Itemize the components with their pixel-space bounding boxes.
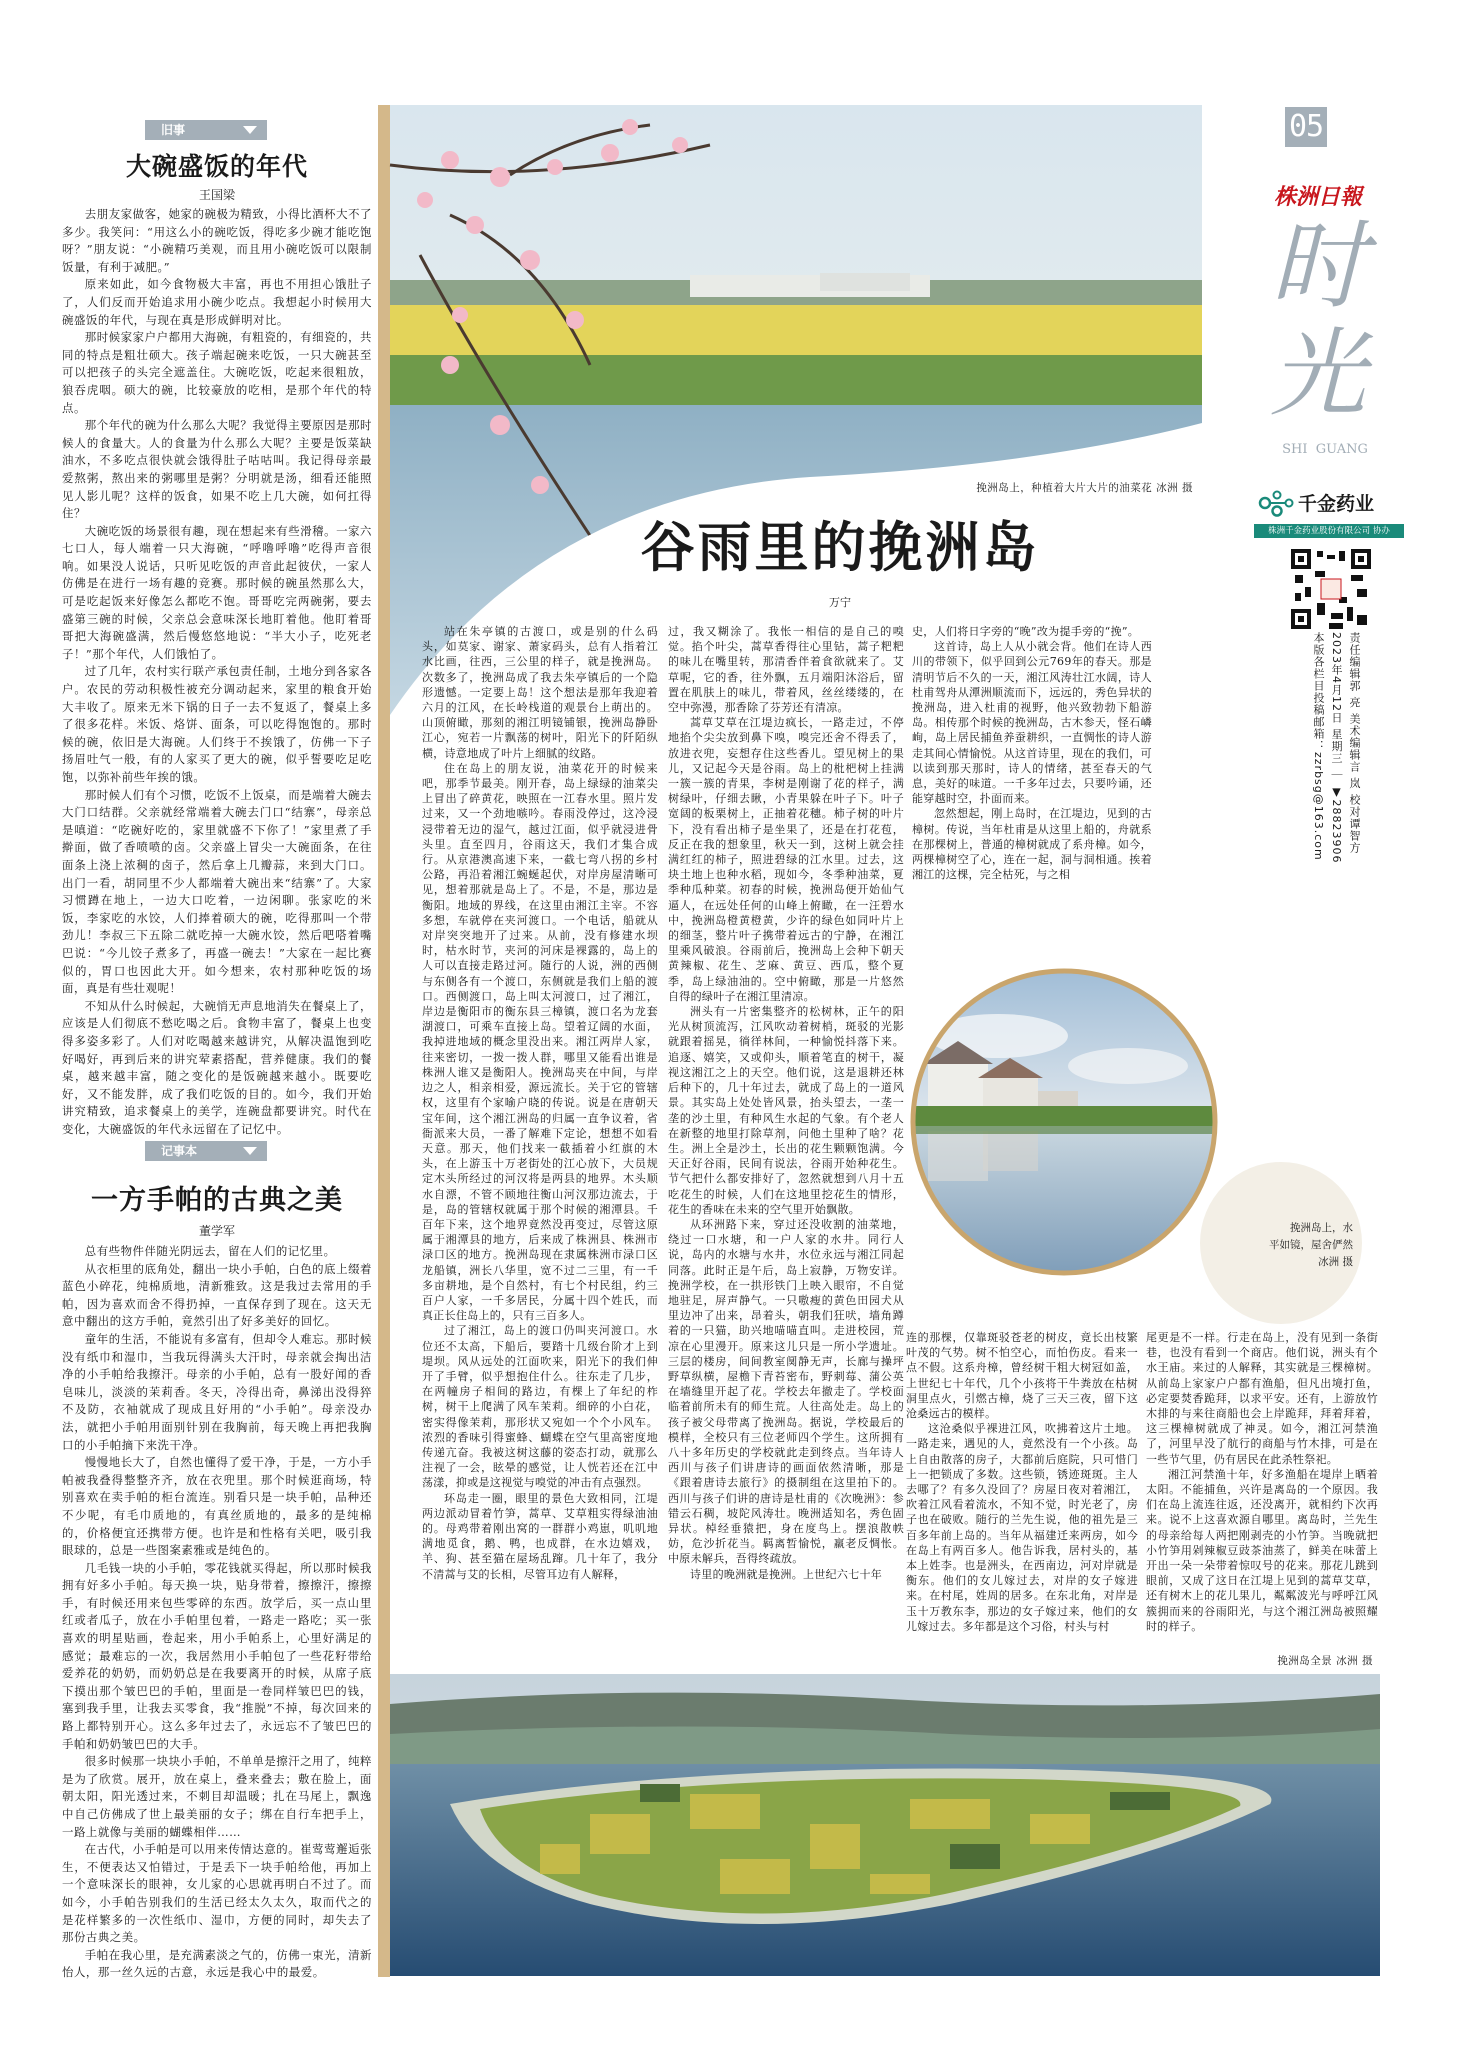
article-body xyxy=(62,206,372,1136)
paragraph: 慢慢地长大了，自然也懂得了爱干净，于是，一方小手帕被我叠得整整齐齐，放在衣兜里。那个时候逛商场，特别喜欢在卖手帕的柜台流连。别看只是一块手帕，品种还不少呢，有毛巾质地的，有真丝质地的，最多的是纯棉的，价格便宜还携带方便。也许是和性格有关吧，吸引我眼球的，总是一些图案素雅或是纯色的。 xyxy=(62,1455,372,1558)
article-author: 王国梁 xyxy=(198,188,235,202)
feature-column-2 xyxy=(668,624,904,1668)
caption-line: 平如镜，屋舍俨然 xyxy=(1269,1239,1353,1251)
paragraph: 大碗吃饭的场景很有趣，现在想起来有些滑稽。一家六七口人，每人端着一只大海碗，“呼噜呼噜”吃得声音很响。如果没人说话，只听见吃饭的声音此起彼伏，一家人仿佛是在进行一场有趣的竞赛。那时候的碗虽然那么大，可是吃起饭来好像怎么都吃不饱。哥哥吃完两碗粥，要去盛第三碗的时候，父亲总会意味深长地盯着他。他盯着哥哥把大海碗盛满，然后慢悠悠地说：“半大小子，吃死老子！”那个年代，人们饿怕了。 xyxy=(62,523,372,661)
issue-date: 2023年4月12日 星期三 ｜ ▼28823906 xyxy=(1330,632,1343,864)
circle-photo-caption xyxy=(1225,1220,1353,1271)
feature-author: 万宁 xyxy=(829,596,851,609)
paragraph: 住在岛上的朋友说，油菜花开的时候来吧，那季节最美。刚开春，岛上绿绿的油菜尖上冒出了碎黄花，映照在一江春水里。照片发过来，又一个劲地嗾吟。春雨没停过，这冷浸浸带着无边的湿气，越过江面，似乎就浸进骨头里。直至四月，谷雨这天，我们才集合成行。从京港澳高速下来，一截七弯八拐的乡村公路，再沿着湘江蜿蜒起伏，对岸房屋清晰可见，想着那就是岛上了。不是，不是，那边是衡阳。地域的界线，在这里由湘江主宰。不容多想，车就停在夹河渡口。一个电话，船就从对岸突突地开了过来。从前，没有修建水坝时，枯水时节，夹河的河床是裸露的，岛上的人可以直接走路过河。随行的人说，洲的西侧与东侧各有一个渡口，东侧就是我们上船的渡口。西侧渡口，岛上叫太河渡口，过了湘江，岸边是衡阳市的衡东县三樟镇，渡口名为龙套湖渡口，可乘车直接上岛。望着辽阔的水面，我掉进地域的概念里没出来。湘江两岸人家，往来密切，一拨一拨人群，哪里又能看出谁是株洲人谁又是衡阳人。挽洲岛夹在中间，与岸边之人，相亲相爱，源远流长。关于它的管辖权，这里有个家喻户晓的传说。说是在唐朝天宝年间，这个湘江洲岛的归属一直争议着，省衙派来大员，一番了解难下定论，想想不如看天意。那天，他们找来一截插着小红旗的木头，在上游玉十万老街处的江心放下，大员规定木头所经过的河汉将是两县的地界。木头顺水自漂，不管不顾地往衡山河汉那边流去，于是，岛的管辖权就属于那个时候的湘潭县。千百年下来，这个地界竟然没再变过，尽管这原属于湘潭县的地方，后来成了株洲县、株洲市渌口区的地方。挽洲岛现在隶属株洲市渌口区龙船镇，洲长八华里，宽不过二三里，有一千多亩耕地，是个自然村，有七个村民组，约三百户人家，一千多居民，分属十四个姓氏，而真正长住岛上的，只有三百多人。 xyxy=(422,761,658,1323)
paragraph: 湘江河禁渔十年，好多渔船在堤岸上晒着太阳。不能捕鱼，兴许是离岛的一个原因。我们在岛上流连往返，还没离开，就相约下次再来。说不上这喜欢源自哪里。离岛时，兰先生的母亲给每人两把刚剥壳的小竹笋。当晚就把小竹笋用剁辣椒豆豉茶油蒸了，鲜美在味蕾上开出一朵一朵带着惊叹号的花来。那花儿跳到眼前，又成了这日在江堤上见到的蒿草艾草，还有树木上的花儿果儿，粼粼波光与呼呼江风簇拥而来的谷雨阳光，与这个湘江洲岛被照耀时的样子。 xyxy=(1146,1467,1378,1633)
feature-column-3-lower xyxy=(906,1330,1138,1658)
page-number: 05 xyxy=(1285,107,1327,147)
paragraph: 总有些物件伴随光阴远去，留在人们的记忆里。 xyxy=(84,1244,336,1258)
column-tag-label: 记事本 xyxy=(161,1144,198,1158)
feature-title: 谷雨里的挽洲岛 xyxy=(640,516,1040,579)
caption-line: 挽洲岛上，水 xyxy=(1290,1222,1353,1234)
paragraph: 这沧桑似乎裸进江风，吹拂着这片土地。一路走来，遇见的人，竟然没有一个小孩。岛上自由散落的房子，大都前后庭院，只可惜门上一把锁成了多数。这些锁，锈迹斑斑。主人去哪了？有多久没回了？房屋日夜对着湘江，吹着江风看着流水，不知不觉，时光老了，房子也在破败。随行的兰先生说，他的祖先是三百多年前上岛的。当年从福建迁来两房，如今在岛上有两百多人。他告诉我，居村头的，基本上姓李。也是洲头，在西南边，河对岸就是衡东。他们的女儿嫁过去，对岸的女子嫁进来。在村尾，姓周的居多。在东北角，对岸是玉十万教东李，那边的女子嫁过来，他们的女儿嫁过去。多年都是这个习俗，村头与村 xyxy=(906,1422,1138,1633)
sponsor-name: 千金药业 xyxy=(1298,493,1375,515)
paragraph: 站在朱亭镇的古渡口，或是别的什么码头，如莫家、谢家、萧家码头，总有人指着江水比画，往西，三公里的样子，就是挽洲岛。次数多了，挽洲岛成了我去朱亭镇后的一个隐形遗憾。一定要上岛！这个想法是那年我迎着六月的江风，在长岭栈道的观景台上萌出的。山顶俯瞰，那刻的湘江明镜铺银，挽洲岛静卧江心，宛若一片飘荡的树叶，阳光下的阡陌纵横，诗意地成了叶片上细腻的纹路。 xyxy=(422,625,658,760)
paragraph: 手帕在我心里，是充满素淡之气的，仿佛一束光，清新怡人，那一丝久远的古意，永远是我心中的最爱。 xyxy=(62,1947,372,1980)
section-pinyin: SHI GUANG xyxy=(1282,442,1368,457)
paragraph: 洲头有一片密集整齐的松树林，正午的阳光从树顶流泻，江风吹动着树梢，斑驳的光影就跟着摇晃，徜徉林间，一种愉悦抖落下来。追逐、嬉笑，又或仰头，顺着笔直的树干，凝视这湘江之上的天空。他们说，这是退耕还林后种下的，几十年过去，就成了岛上的一道风景。其实岛上处处皆风景，抬头望去，一垄一垄的沙土里，有种风生水起的气象。有个老人在新整的地里打除草剂，问他土里种了啥？花生。洲上全是沙土，长出的花生颗颗饱满。今天正好谷雨，民间有说法，谷雨开始种花生。节气把什么都安排好了，忽然就想到八月十五吃花生的时候，人们在这地里挖花生的情形，花生的香味在未来的空气里开始飘散。 xyxy=(668,1005,904,1216)
paragraph: 原来如此，如今食物极大丰富，再也不用担心饿肚子了，人们反而开始追求用小碗少吃点。我想起小时候用大碗盛饭的年代，与现在真是形成鲜明对比。 xyxy=(62,277,372,327)
paragraph: 连的那棵，仅靠斑驳苍老的树皮，竟长出枝繁叶茂的气势。树不怕空心，而怕伤皮。看来一点不假。这系舟樟，曾经树干粗大树冠如盖，上世纪七十年代，几个小孩将干牛粪放在枯树洞里点火，引燃古樟，烧了三天三夜，留下这沧桑远古的模样。 xyxy=(906,1331,1138,1421)
photo-caption: 挽洲岛全景 冰洲 摄 xyxy=(1277,1655,1373,1667)
triangle-down-icon xyxy=(243,1147,257,1155)
photo-caption: 挽洲岛上，种植着大片大片的油菜花 冰洲 摄 xyxy=(976,482,1193,494)
paragraph: 这首诗，岛上人从小就会背。他们在诗人西川的带领下，似乎回到公元769年的春天。那是清明节后不久的一天，湘江风涛壮江水阔，诗人杜甫驾舟从潭洲顺流而下，远远的，秀色异状的挽洲岛，进入杜甫的视野，他兴致勃勃下船游岛。相传那个时候的挽洲岛，古木参天，怪石嶙峋，岛上居民捕鱼养蚕耕织，一直惆怅的诗人游走其间心情愉悦。从这首诗里，现在的我们，可以读到那天那时，诗人的情绪，甚至春天的气息，美好的味道。一千多年过去，只要吟诵，还能穿越时空，扑面而来。 xyxy=(912,640,1152,806)
paragraph: 尾更是不一样。行走在岛上，没有见到一条街巷，也没有看到一个商店。他们说，洲头有个水王庙。来过的人解释，其实就是三棵樟树。从前岛上家家户户都有渔船，但凡出境打鱼，必定要焚香跪拜，以求平安。还有，上游放竹木排的与来往商船也会上岸跪拜，拜着拜着，这三棵樟树就成了神灵。如今，湘江河禁渔了，河里早没了航行的商船与竹木排，可是在一些节气里，仍有居民在此杀牲祭祀。 xyxy=(1146,1331,1378,1466)
paragraph: 那时候人们有个习惯，吃饭不上饭桌，而是端着大碗去大门口结群。父亲就经常端着大碗去门口“结寨”，母亲总是嗔道：“吃碗好吃的，家里就盛不下你了！”家里煮了手擀面，做了香喷喷的卤。父亲盛上冒尖一大碗面条，在往面条上浇上浓稠的卤子，然后拿上几瓣蒜，来到大门口。出门一看，胡同里不少人都端着大碗出来“结寨”了。大家习惯蹲在地上，一边大口吃着，一边闲聊。张家吃的米饭，李家吃的水饺，人们捧着硕大的碗，吃得那叫一个带劲儿！李叔三下五除二就吃掉一大碗水饺，然后吧嗒着嘴巴说：“今儿饺子煮多了，再盛一碗去！”大家在一起比赛似的，胃口也因此大开。如今想来，农村那种吃饭的场面，真是有些壮观呢！ xyxy=(62,787,372,996)
paragraph: 过了几年，农村实行联产承包责任制，土地分到各家各户。农民的劳动积极性被充分调动起来，家里的粮食开始大丰收了。原来无米下锅的日子一去不复返了，餐桌上多了很多花样。米饭、烙饼、面条，可以吃得饱饱的。那时候的碗，依旧是大海碗。人们终于不挨饿了，仿佛一下子扬眉吐气一般，有的人家买了更大的碗，似乎誓要吃足吃饱，以弥补前些年挨的饿。 xyxy=(62,664,372,784)
section-title-calligraphy: 时光 xyxy=(1270,210,1366,430)
paragraph: 诗里的晚洲就是挽洲。上世纪六七十年 xyxy=(690,1567,883,1581)
caption-line: 冰洲 摄 xyxy=(1318,1256,1353,1268)
sponsor-banner: 株洲千金药业股份有限公司 协办 xyxy=(1254,524,1404,538)
photo-village-reflection xyxy=(908,966,1220,1278)
newspaper-logo: 株洲日報 xyxy=(1273,184,1362,210)
column-tag-label: 旧事 xyxy=(161,123,186,137)
paragraph: 史，人们将日字旁的“晚”改为提手旁的“挽”。 xyxy=(912,625,1140,638)
article-title: 大碗盛饭的年代 xyxy=(125,152,308,181)
paragraph: 那时候家家户户都用大海碗，有粗瓷的，有细瓷的，共同的特点是粗壮硕大。孩子端起碗来吃饭，一只大碗甚至可以把孩子的头完全遮盖住。大碗吃饭，吃起来很粗放，狼吞虎咽。硕大的碗，比较豪放的吃相，是那个年代的特点。 xyxy=(62,330,372,415)
photo-island-panorama xyxy=(390,1674,1380,1976)
paragraph: 蒿草艾草在江堤边疯长，一路走过，不停地掐个尖尖放到鼻下嗅，嗅完还舍不得丢了，放进衣兜，妄想存住这些香儿。望见树上的果儿，又记起今天是谷雨。岛上的枇杷树上挂满一簇一簇的青果，李树是刚谢了花的样子，满树绿叶，仔细去瞅，小青果躲在叶子下。叶子宽阔的板栗树上，正抽着花穗。柿子树的叶片下，没有看出柿子是坐果了，还是在打花苞，反正在我的想象里，秋天一到，这树上就会挂满红红的柿子，照进碧绿的江水里。过去，这块土地上也种水稻，现如今，冬季种油菜，夏季种瓜种菜。初春的时候，挽洲岛便开始仙气逼人，在远处任何的山峰上俯瞰，在一汪碧水中，挽洲岛橙黄橙黄，少许的绿色如同叶片上的细茎，整片叶子携带着远古的宁静，在湘江里乘风破浪。谷雨前后，挽洲岛上会种下朝天黄辣椒、花生、芝麻、黄豆、西瓜，整个夏季，岛上绿油油的。空中俯瞰，那是一片悠然自得的绿叶子在湘江里清凉。 xyxy=(668,716,904,1003)
paragraph: 忽然想起，刚上岛时，在江堤边，见到的古樟树。传说，当年杜甫是从这里上船的，舟就系在那棵树上，普通的樟树就成了系舟樟。如今，两棵樟树空了心，连在一起，洞与洞相通。挨着湘江的这棵，完全枯死，与之相 xyxy=(912,807,1152,882)
sponsor-logo-icon xyxy=(1258,490,1296,516)
paragraph: 从环洲路下来，穿过还没收割的油菜地，绕过一口水塘，和一户人家的水井。同行人说，岛内的水塘与水井，水位永远与湘江同起同落。此时正是午后，岛上寂静，万物安详。挽洲学校，在一拱形铁门上映入眼帘，不自觉地驻足，屏声静气。一只嗷瘦的黄色田园犬从里边冲了出来，昂着头，朝我们狂吠，墙角蹲着的一只猫，助兴地喵喵直叫。走进校园，荒凉在心里漫开。原来这儿只是一所小学遗址。三层的楼房，间间教室阒静无声，长廊与操坪野草纵横，屋檐下青苔密布，野刺莓、蒲公英在墙缝里开起了花。学校去年撤走了。学校面临着前所未有的师生荒。人往高处走。岛上的孩子被父母带离了挽洲岛。据说，学校最后的模样，全校只有三位老师四个学生。这所拥有八十多年历史的学校就此走到终点。当年诗人西川与孩子们讲唐诗的画面依然清晰，那是《跟着唐诗去旅行》的摄制组在这里拍下的。西川与孩子们讲的唐诗是杜甫的《次晚洲》：参错云石稠，坡陀风涛壮。晚洲适知名，秀色固异状。棹经垂猿把，身在度鸟上。摆浪散帙妨，危沙折花当。羁离暂愉悦，羸老反惆怅。中原未解兵，吾得终疏放。 xyxy=(668,1217,904,1566)
paragraph: 环岛走一圈，眼里的景色大致相同，江堤两边派动冒着竹笋，蒿草、艾草粗实得绿油油的。母鸡带着刚出窝的一群群小鸡崽，叽叽地满地觅食，鹅、鸭，也成群，在水边嬉戏，羊、狗、甚至猫在屋场乱蹿。几十年了，我分不清蒿与艾的长相，尽管耳边有人解释， xyxy=(422,1491,658,1581)
paragraph: 童年的生活，不能说有多富有，但却令人难忘。那时候没有纸巾和湿巾，当我玩得满头大汗时，母亲就会掏出洁净的小手帕给我擦汗。母亲的小手帕，总有一股好闻的香皂味儿，淡淡的茉莉香。冬天，冷得出奇，鼻涕出没得猝不及防，衣袖就成了现成且好用的“小手帕”。母亲没办法，就把小手帕用面别针别在我胸前，每天晚上再把我胸口的小手帕摘下来洗干净。 xyxy=(62,1331,372,1452)
triangle-down-icon xyxy=(243,126,257,134)
paragraph: 过了湘江，岛上的渡口仍叫夹河渡口。水位还不太高，下船后，要踏十几级台阶才上到堤坝。风从远处的江面吹来，阳光下的我们伸开了手臂，似乎想抱住什么。往东走了几步，在两幢房子相间的路边，有棵上了年纪的柞树，树干上爬满了风车茉莉。细碎的小白花，密实得像茉莉，那形状又宛如一个个小风车。浓烈的香味引得蜜蜂、蝴蝶在空气里高密度地传递亢奋。我被这树这藤的姿态打动，就那么注视了一会，眩晕的感觉，让人恍若还在江中荡漾，抑或是这视觉与嗅觉的冲击有点强烈。 xyxy=(422,1324,658,1490)
article-title: 一方手帕的古典之美 xyxy=(91,1185,343,1216)
paragraph: 很多时候那一块块小手帕，不单单是擦汗之用了，纯粹是为了欣赏。展开，放在桌上，叠来叠去；敷在脸上，面朝太阳，阳光透过来，不刺目却温暖；扎在马尾上，飘逸中自己仿佛成了世上最美丽的女子；绑在自行车把手上，一路上就像与美丽的蝴蝶相伴…… xyxy=(62,1754,372,1839)
paragraph: 从衣柜里的底角处，翻出一块小手帕，白色的底上缀着蓝色小碎花，纯棉质地，清新雅致。这是我过去常用的手帕，因为喜欢而舍不得扔掉，一直保存到了现在。这天无意中翻出的这方手帕，竟然引出了好多美好的回忆。 xyxy=(62,1261,372,1329)
qr-code[interactable] xyxy=(1291,549,1371,629)
paragraph: 在古代，小手帕是可以用来传情达意的。崔莺莺邂逅张生，不便表达又怕错过，于是丢下一块手帕给他，再加上一个意味深长的眼神，女儿家的心思就再明白不过了。而如今，小手帕告别我们的生活已经太久太久，取而代之的是花样繁多的一次性纸巾、湿巾，方便的同时，却失去了那份古典之美。 xyxy=(62,1842,372,1945)
decorative-frame-strip xyxy=(378,105,390,1977)
paragraph: 去朋友家做客，她家的碗极为精致，小得比酒杯大不了多少。我笑问：“用这么小的碗吃饭，得吃多少碗才能吃饱呀？”朋友说：“小碗精巧美观，而且用小碗吃饭可以限制饭量，有利于减肥。” xyxy=(62,207,372,274)
article-author: 董学军 xyxy=(198,1224,235,1238)
column-tag-jishiben xyxy=(145,1141,267,1161)
editor-credits: 责任编辑郭 亮 美术编辑言 岚 校对谭智方 xyxy=(1348,632,1361,854)
paragraph: 那个年代的碗为什么那么大呢？我觉得主要原因是那时候人的食量大。人的食量为什么那么大呢？主要是饭菜缺油水，不多吃点很快就会饿得肚子咕咕叫。我记得母亲最爱熬粥，熬出来的粥哪里是粥？分明就是汤，细看还能照见人影儿呢？这样的饭食，如果不吃上几大碗，如何扛得住？ xyxy=(62,418,372,521)
column-tag-jiushi xyxy=(145,120,267,140)
submission-email: 本版各栏目投稿邮箱：zzrbsg@163.com xyxy=(1312,632,1325,861)
paragraph: 不知从什么时候起，大碗悄无声息地消失在餐桌上了，应该是人们彻底不愁吃喝之后。食物丰富了，餐桌上也变得多姿多彩了。人们对吃喝越来越讲究，从解决温饱到吃好喝好，再到后来的讲究荤素搭配，营养健康。我们的餐桌，越来越丰富，随之变化的是饭碗越来越小。既要吃好，又不能发胖，成了我们吃饭的目的。如今，我们开始讲究精致，追求餐桌上的美学，连碗盘都要讲究。时代在变化，大碗盛饭的年代永远留在了记忆中。 xyxy=(62,998,372,1136)
feature-column-3-upper xyxy=(912,624,1152,976)
article-body xyxy=(62,1243,372,1991)
feature-column-4 xyxy=(1146,1330,1378,1648)
paragraph: 过，我又糊涂了。我怅一相信的是自己的嗅觉。掐个叶尖，蒿草香得往心里钻，蒿子粑粑的味儿在嘴里转，那清香伴着食欲就来了。艾草呢，它的香，往外飘，五月端阳沐浴后，留置在肌肤上的味儿，带着风，丝丝缕缕的，在空中弥漫，那香除了芬芳还有清凉。 xyxy=(668,625,904,715)
feature-column-1 xyxy=(422,624,658,1668)
paragraph: 几毛钱一块的小手帕，零花钱就买得起，所以那时候我拥有好多小手帕。每天换一块，贴身带着，擦擦汗，擦擦手，有时候还用来包些零碎的东西。放学后，买一点山里红或者瓜子，放在小手帕里包着，一路走一路吃；买一张喜欢的明星贴画，卷起来，用小手帕系上，心里好满足的感觉；最难忘的一次，我居然用小手帕包了一些花籽带给爱养花的奶奶，而奶奶总是在我要离开的时候，从席子底下摸出那个皱巴巴的手帕，里面是一卷同样皱巴巴的钱，塞到我手里，让我去买零食，我“推脱”不掉，每次回来的路上都特别开心。这么多年过去了，永远忘不了皱巴巴的手帕和奶奶皱巴巴的大手。 xyxy=(62,1560,372,1751)
